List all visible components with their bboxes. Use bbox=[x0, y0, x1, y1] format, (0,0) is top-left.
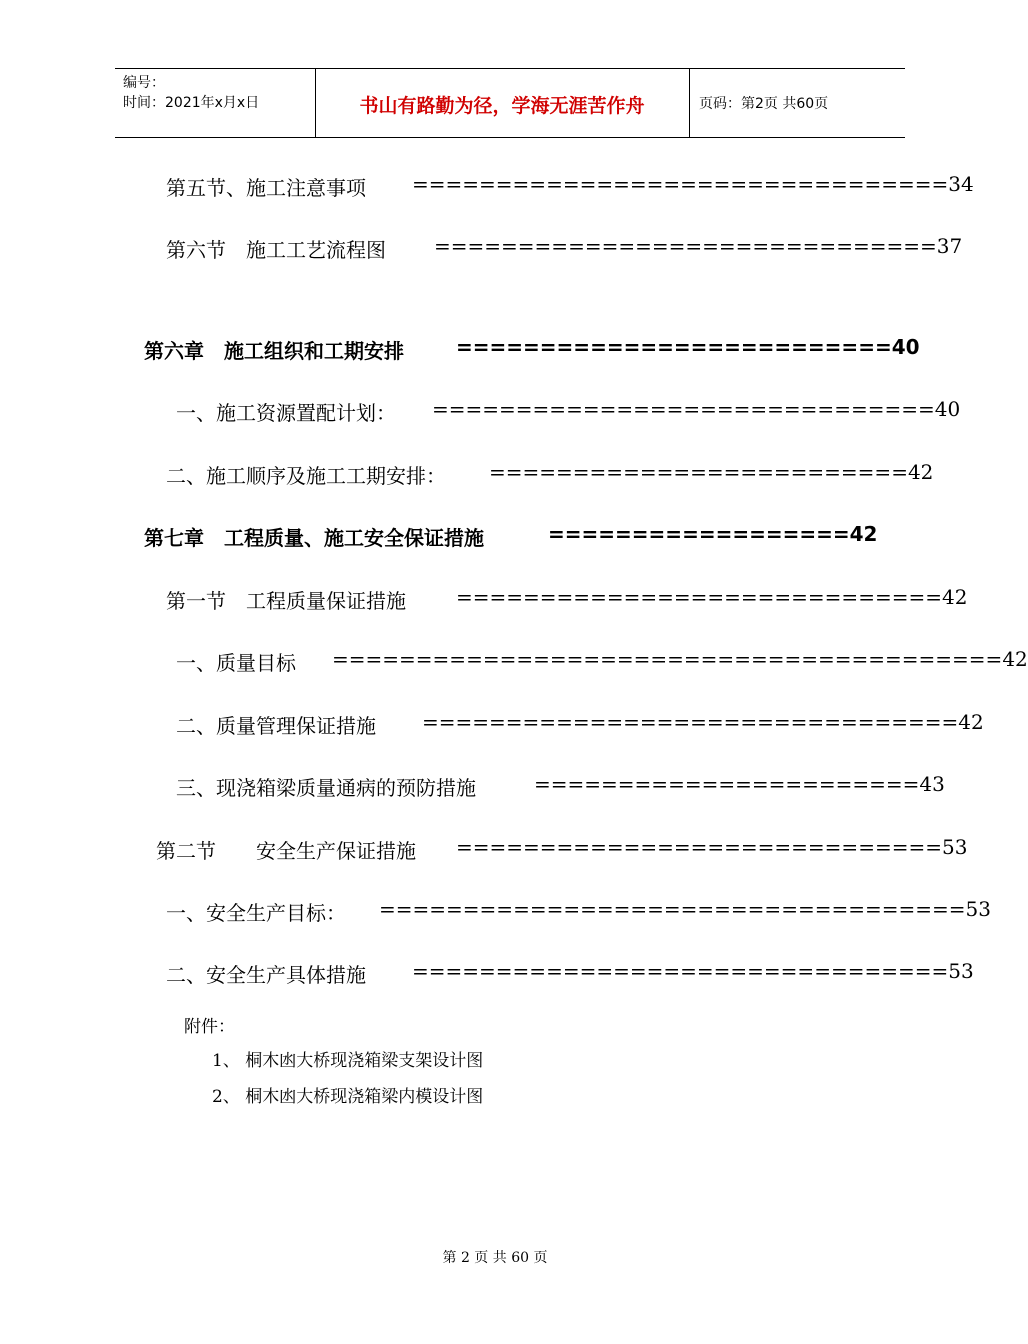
toc-title: 第一节 工程质量保证措施 bbox=[166, 589, 406, 613]
toc-title: 一、质量目标 bbox=[176, 651, 296, 675]
toc-title: 三、现浇箱梁质量通病的预防措施 bbox=[176, 776, 476, 800]
toc-leader: ===================================53 bbox=[379, 897, 991, 921]
header-motto: 书山有路勤为径，学海无涯苦作舟 bbox=[359, 95, 645, 117]
page-footer: 第 2 页 共 60 页 bbox=[442, 1250, 548, 1266]
toc-leader: ================================42 bbox=[422, 710, 984, 734]
toc-leader: =============================42 bbox=[456, 585, 968, 609]
number-label: 编号： bbox=[123, 75, 165, 91]
attachments-label: 附件： bbox=[184, 1017, 235, 1037]
toc-leader: ==============================37 bbox=[434, 234, 963, 258]
toc-title: 一、安全生产目标： bbox=[166, 901, 346, 925]
toc-title: 二、施工顺序及施工工期安排： bbox=[166, 464, 446, 488]
toc-leader: ========================================42 bbox=[332, 647, 1028, 671]
toc-leader: ==================42 bbox=[548, 522, 878, 546]
attachment-item: 1、 桐木凼大桥现浇箱梁支架设计图 bbox=[212, 1051, 484, 1071]
toc-leader: ================================34 bbox=[412, 172, 974, 196]
toc-leader: ================================53 bbox=[412, 959, 974, 983]
toc-leader: =========================42 bbox=[489, 460, 934, 484]
toc-leader: ==========================40 bbox=[456, 335, 920, 359]
toc-title: 二、质量管理保证措施 bbox=[176, 714, 376, 738]
page-header bbox=[115, 68, 905, 138]
toc-title: 第二节 安全生产保证措施 bbox=[156, 839, 416, 863]
toc-title: 第五节、施工注意事项 bbox=[166, 176, 366, 200]
toc-leader: =============================53 bbox=[456, 835, 968, 859]
toc-title: 二、安全生产具体措施 bbox=[166, 963, 366, 987]
toc-title: 第七章 工程质量、施工安全保证措施 bbox=[144, 526, 484, 550]
header-page-info: 页码：第2页 共60页 bbox=[699, 96, 829, 112]
time-label: 时间：2021年x月x日 bbox=[123, 95, 260, 111]
header-meta bbox=[123, 73, 259, 113]
toc-title: 一、施工资源置配计划： bbox=[176, 401, 396, 425]
header-divider bbox=[689, 69, 690, 137]
toc-title: 第六节 施工工艺流程图 bbox=[166, 238, 386, 262]
toc-title: 第六章 施工组织和工期安排 bbox=[144, 339, 404, 363]
toc-leader: ==============================40 bbox=[432, 397, 961, 421]
attachment-item: 2、 桐木凼大桥现浇箱梁内模设计图 bbox=[212, 1087, 484, 1107]
toc-leader: =======================43 bbox=[534, 772, 945, 796]
